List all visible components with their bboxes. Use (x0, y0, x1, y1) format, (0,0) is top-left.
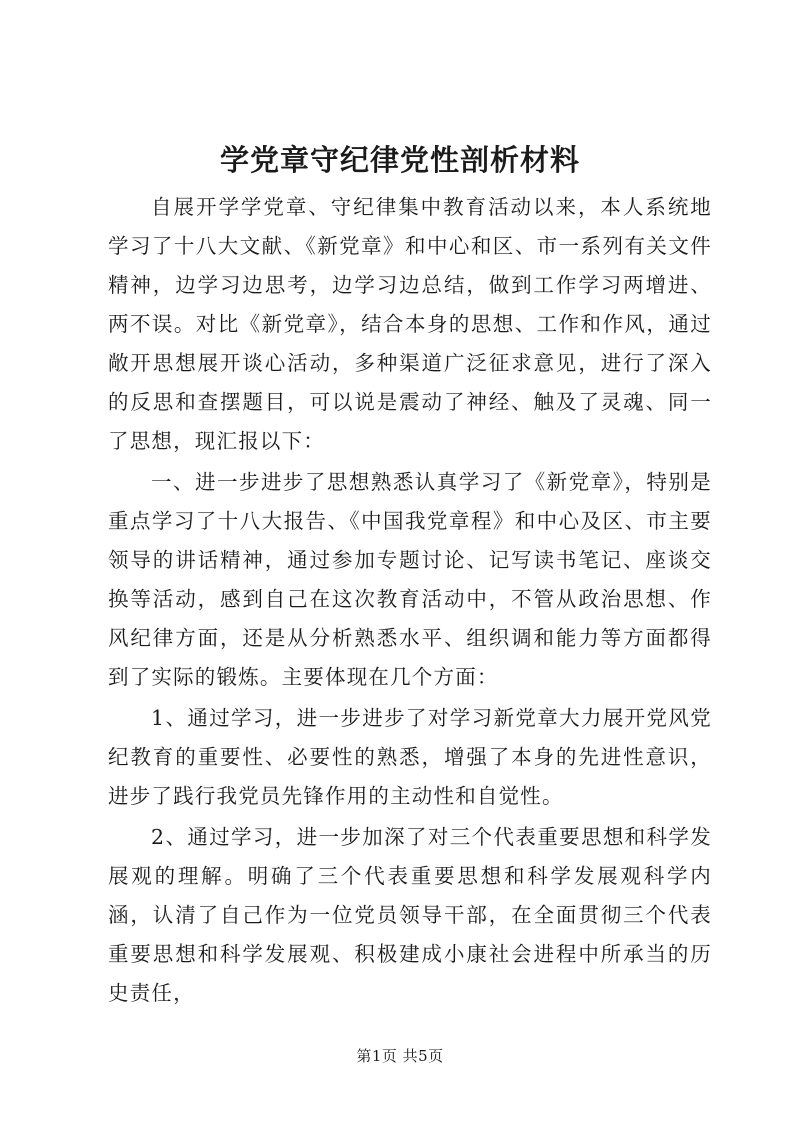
paragraph-point-one: 1、通过学习，进一步进步了对学习新党章大力展开党风党纪教育的重要性、必要性的熟悉，增强了本身的先进性意识，进步了践行我党员先锋作用的主动性和自觉性。 (108, 706, 712, 808)
paragraph-section-one: 一、进一步进步了思想熟悉认真学习了《新党章》，特别是重点学习了十八大报告、《中国我党章程》和中心及区、市主要领导的讲话精神，通过参加专题讨论、记写读书笔记、座谈交换等活动，感到自己在这次教育活动中，不管从政治思想、作风纪律方面，还是从分析熟悉水平、组织调和能力等方面都得到了实际的锻炼。主要体现在几个方面： (108, 470, 712, 689)
document-body (108, 188, 712, 1015)
paragraph-point-two: 2、通过学习，进一步加深了对三个代表重要思想和科学发展观的理解。明确了三个代表重要思想和科学发展观科学内涵，认清了自己作为一位党员领导干部，在全面贯彻三个代表重要思想和科学发展观、积极建成小康社会进程中所承当的历史责任， (108, 825, 712, 1005)
paragraph-intro: 自展开学学党章、守纪律集中教育活动以来，本人系统地学习了十八大文献、《新党章》和中心和区、市一系列有关文件精神，边学习边思考，边学习边总结，做到工作学习两增进、两不误。对比《新党章》，结合本身的思想、工作和作风，通过敞开思想展开谈心活动，多种渠道广泛征求意见，进行了深入的反思和查摆题目，可以说是震动了神经、触及了灵魂、同一了思想，现汇报以下： (108, 195, 712, 453)
document-title: 学党章守纪律党性剖析材料 (219, 143, 580, 177)
page-footer: 第1页 共5页 (356, 1047, 444, 1065)
